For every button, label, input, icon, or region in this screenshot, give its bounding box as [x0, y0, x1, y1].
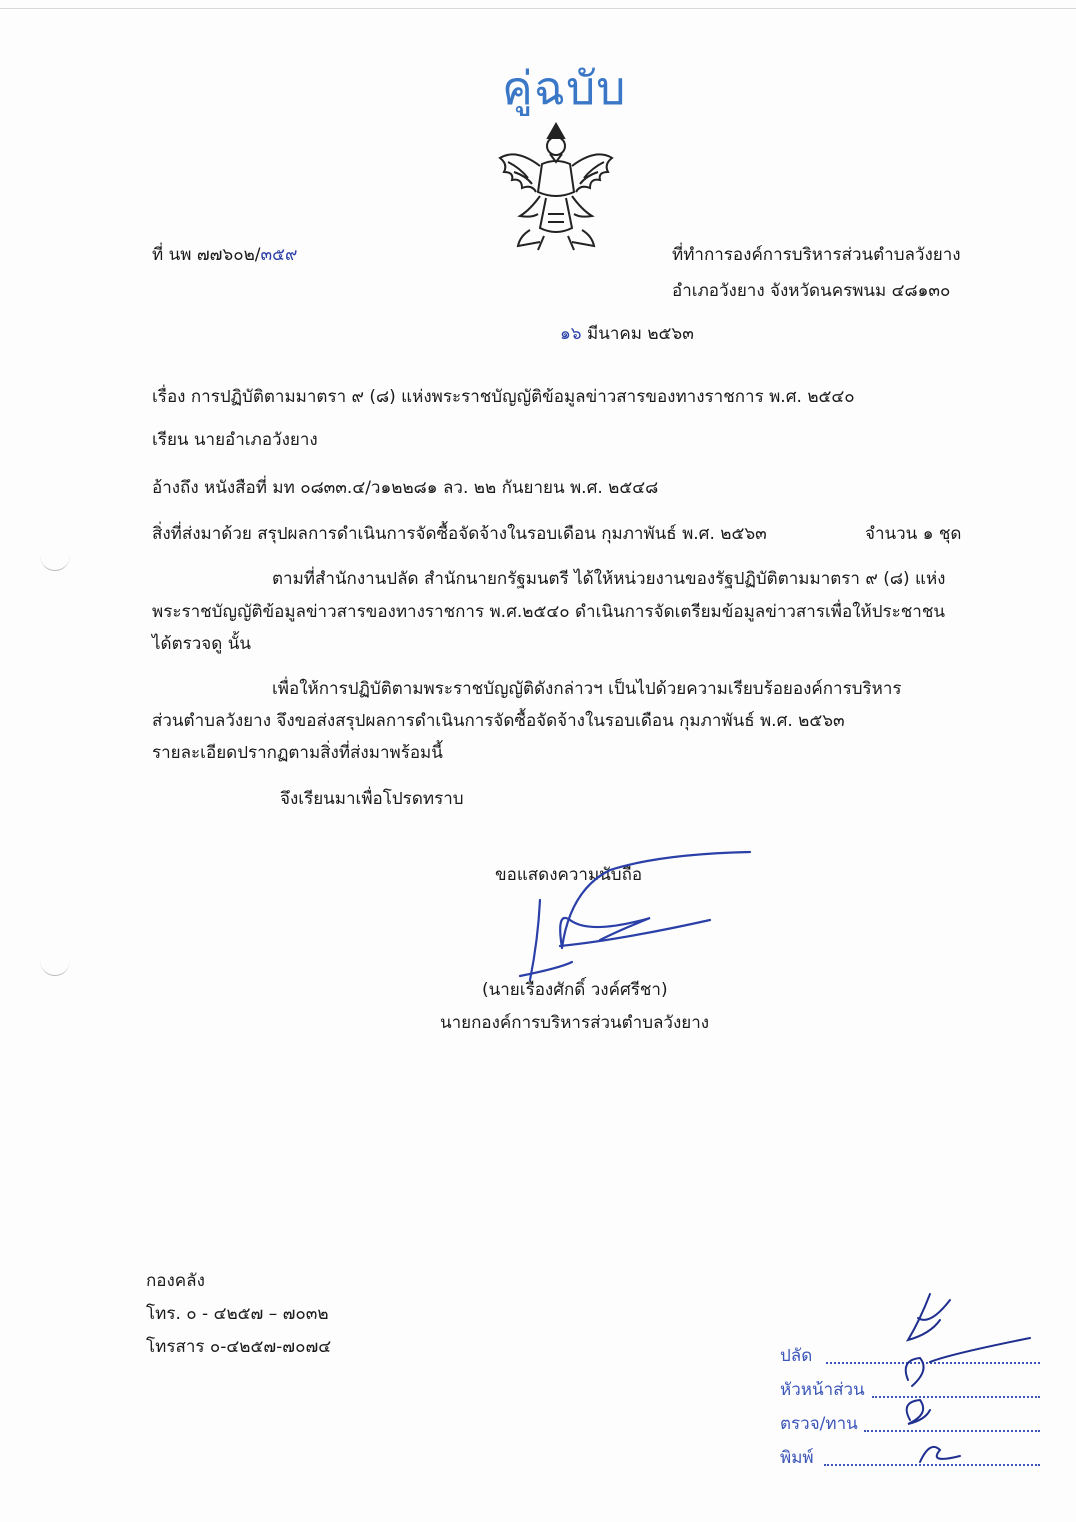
approval-label-section-head: หัวหน้าส่วน [780, 1380, 865, 1400]
body-paragraph-1-line-2: พระราชบัญญัติข้อมูลข่าวสารของทางราชการ พ.ศ.๒๕๔๐ ดำเนินการจัดเตรียมข้อมูลข่าวสารเพื่อให้ประชาชน [152, 602, 946, 622]
body-paragraph-1-line-1: ตามที่สำนักงานปลัด สำนักนายกรัฐมนตรี ได้ให้หน่วยงานของรัฐปฏิบัติตามมาตรา ๙ (๘) แห่ง [272, 569, 946, 589]
fax-number: โทรสาร ๐-๔๒๕๗-๗๐๗๔ [146, 1337, 332, 1357]
approval-label-deputy: ปลัด [780, 1346, 813, 1366]
enclosure-quantity: จำนวน ๑ ชุด [865, 524, 962, 544]
approval-label-checker: ตรวจ/ทาน [780, 1414, 858, 1434]
department: กองคลัง [146, 1271, 205, 1291]
approval-initials [780, 1290, 1070, 1490]
closing-line: จึงเรียนมาเพื่อโปรดทราบ [280, 789, 464, 809]
handwritten-serial: ๓๕๙ [260, 245, 298, 265]
reference-prefix: ที่ นพ ๗๗๖๐๒/ [152, 245, 261, 265]
body-paragraph-1-line-3: ได้ตรวจดู นั้น [152, 634, 251, 654]
body-paragraph-2-line-1: เพื่อให้การปฏิบัติตามพระราชบัญญัติดังกล่าวฯ เป็นไปด้วยความเรียบร้อยองค์การบริหาร [272, 679, 902, 699]
copy-stamp: คู่ฉบับ [502, 61, 627, 115]
enclosure-line: สิ่งที่ส่งมาด้วย สรุปผลการดำเนินการจัดซื้อจัดจ้างในรอบเดือน กุมภาพันธ์ พ.ศ. ๒๕๖๓ [152, 524, 767, 544]
punch-hole [40, 540, 70, 571]
body-paragraph-2-line-2: ส่วนตำบลวังยาง จึงขอส่งสรุปผลการดำเนินการจัดซื้อจัดจ้างในรอบเดือน กุมภาพันธ์ พ.ศ. ๒๕๖๓ [152, 711, 845, 731]
office-address-line1: ที่ทำการองค์การบริหารส่วนตำบลวังยาง [672, 245, 961, 265]
office-address-line2: อำเภอวังยาง จังหวัดนครพนม ๔๘๑๓๐ [672, 281, 951, 301]
approval-block [780, 1290, 1070, 1490]
subject-line: เรื่อง การปฏิบัติตามมาตรา ๙ (๘) แห่งพระราชบัญญัติข้อมูลข่าวสารของทางราชการ พ.ศ. ๒๕๔๐ [152, 387, 855, 407]
signatory-name: (นายเรืองศักดิ์ วงค์ศรีชา) [482, 980, 668, 1000]
scan-edge [0, 8, 1076, 9]
date-month-year: มีนาคม ๒๕๖๓ [581, 324, 694, 344]
handwritten-signature [500, 850, 780, 990]
signatory-position: นายกองค์การบริหารส่วนตำบลวังยาง [440, 1013, 710, 1033]
body-paragraph-2-line-3: รายละเอียดปรากฏตามสิ่งที่ส่งมาพร้อมนี้ [152, 743, 443, 763]
recipient-line: เรียน นายอำเภอวังยาง [152, 430, 318, 450]
document-date [560, 322, 694, 346]
handwritten-day: ๑๖ [560, 324, 582, 344]
phone-number: โทร. ๐ - ๔๒๕๗ – ๗๐๓๒ [146, 1304, 329, 1324]
salutation: ขอแสดงความนับถือ [495, 865, 643, 885]
reference-number [152, 243, 297, 267]
garuda-emblem-icon [490, 118, 622, 254]
reference-line: อ้างถึง หนังสือที่ มท ๐๘๓๓.๔/ว๑๒๒๘๑ ลว. ๒๒ กันยายน พ.ศ. ๒๕๔๘ [152, 478, 659, 498]
punch-hole [40, 945, 70, 976]
approval-label-typist: พิมพ์ [780, 1448, 814, 1468]
